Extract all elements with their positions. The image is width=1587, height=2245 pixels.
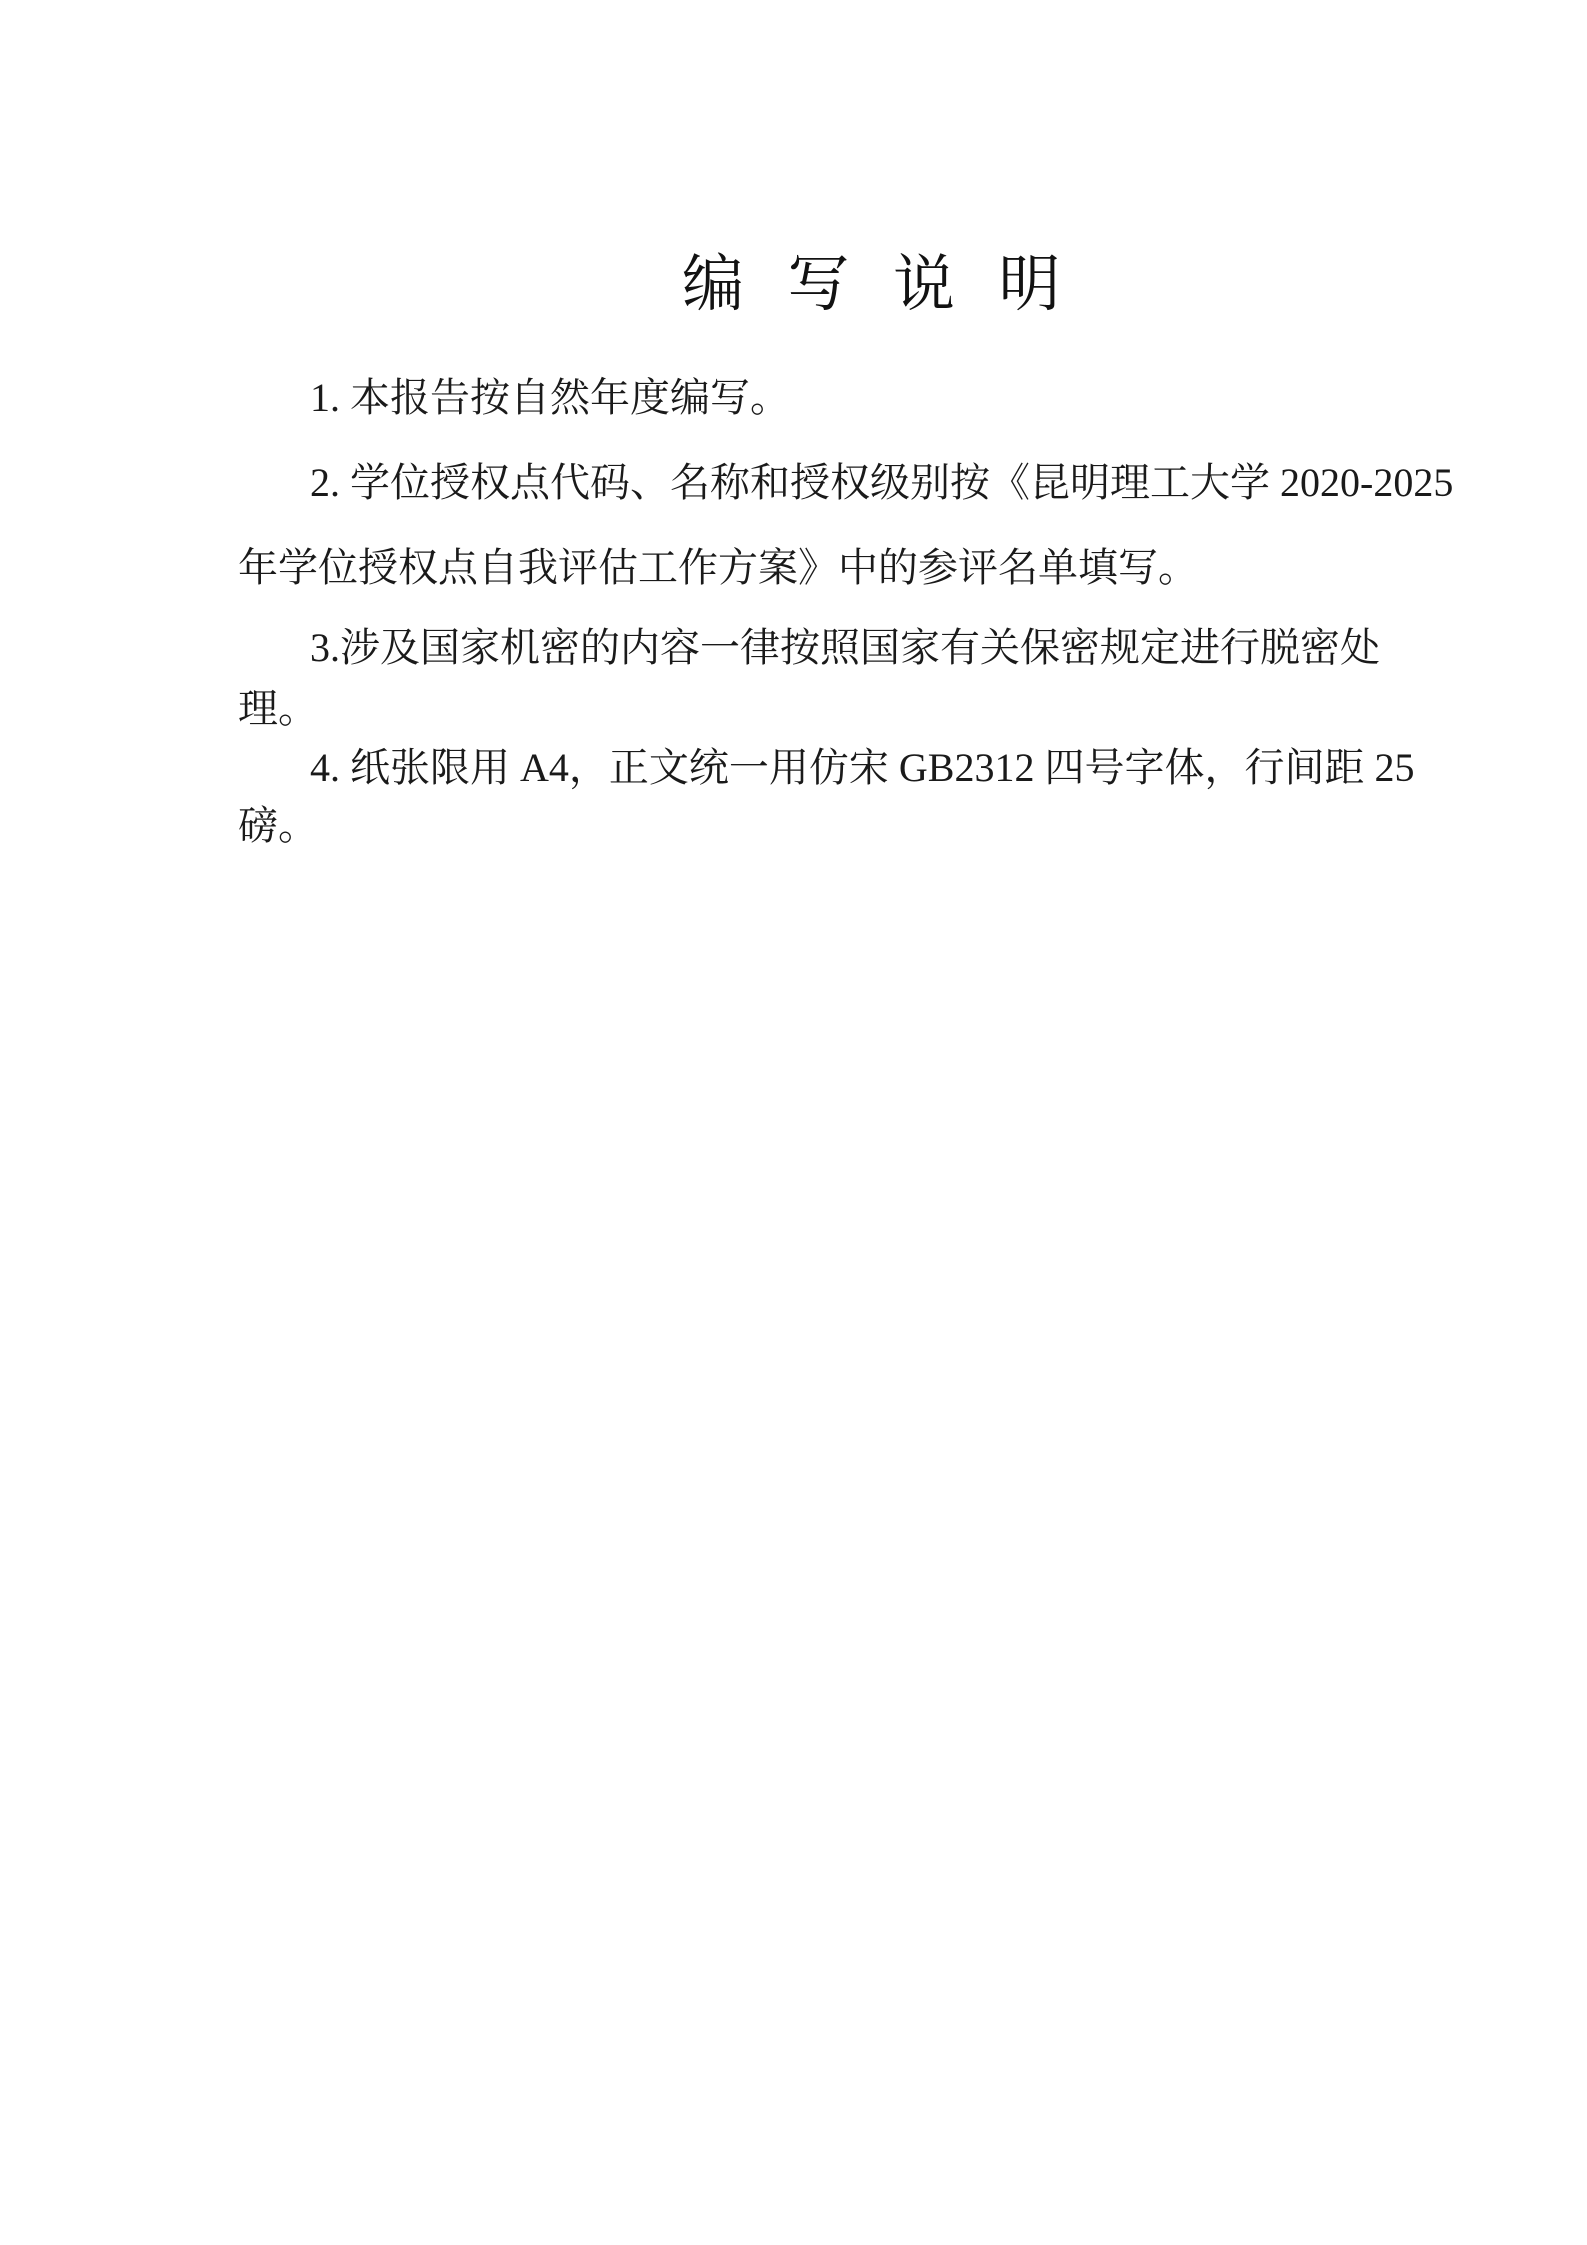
- instruction-line-2: 2. 学位授权点代码、名称和授权级别按《昆明理工大学 2020-2025: [310, 460, 1454, 505]
- instruction-line-3: 3.涉及国家机密的内容一律按照国家有关保密规定进行脱密处: [310, 625, 1380, 670]
- document-title: 编 写 说 明: [682, 251, 1073, 319]
- instruction-line-4: 4. 纸张限用 A4，正文统一用仿宋 GB2312 四号字体，行间距 25: [310, 745, 1415, 790]
- instruction-line-1: 1. 本报告按自然年度编写。: [310, 375, 790, 420]
- instruction-line-2-continued: 年学位授权点自我评估工作方案》中的参评名单填写。: [238, 545, 1198, 590]
- instruction-line-3-continued: 理。: [238, 686, 318, 731]
- instruction-line-4-continued: 磅。: [238, 803, 318, 848]
